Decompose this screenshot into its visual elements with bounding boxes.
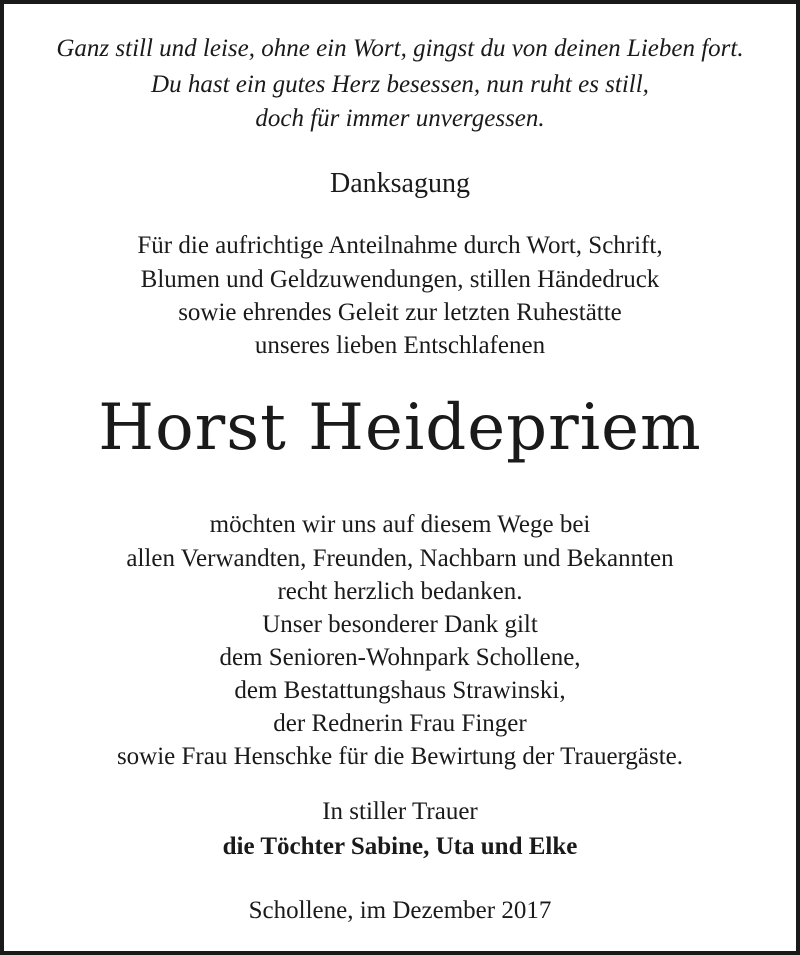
thanks-line: dem Bestattungshaus Strawinski, bbox=[234, 677, 566, 704]
thanks-line: recht herzlich bedanken. bbox=[277, 578, 523, 605]
thanks-line: dem Senioren-Wohnpark Schollene, bbox=[219, 644, 581, 671]
intro-line: sowie ehrendes Geleit zur letzten Ruhestätte bbox=[178, 299, 622, 326]
intro-line: unseres lieben Entschlafenen bbox=[254, 332, 546, 359]
intro-line: Für die aufrichtige Anteilnahme durch Wort, Schrift, bbox=[137, 232, 663, 259]
mourning-label: In stiller Trauer bbox=[322, 798, 478, 825]
thanks-line: sowie Frau Henschke für die Bewirtung der Trauergäste. bbox=[116, 743, 684, 770]
thanks-line: allen Verwandten, Freunden, Nachbarn und Bekannten bbox=[126, 545, 674, 572]
thanks-line: der Rednerin Frau Finger bbox=[273, 710, 527, 737]
verse-line: doch für immer unvergessen. bbox=[255, 105, 545, 132]
deceased-name: Horst Heidepriem bbox=[98, 391, 702, 465]
mourners-signature: die Töchter Sabine, Uta und Elke bbox=[222, 833, 578, 860]
thanks-line: Unser besonderer Dank gilt bbox=[262, 611, 538, 638]
verse-line: Ganz still und leise, ohne ein Wort, gingst du von deinen Lieben fort. bbox=[56, 35, 744, 62]
verse-line: Du hast ein gutes Herz besessen, nun ruht es still, bbox=[151, 71, 649, 98]
intro-line: Blumen und Geldzuwendungen, stillen Händedruck bbox=[140, 266, 660, 293]
heading-danksagung: Danksagung bbox=[330, 168, 470, 199]
place-date: Schollene, im Dezember 2017 bbox=[248, 897, 552, 924]
thanks-line: möchten wir uns auf diesem Wege bei bbox=[209, 511, 591, 538]
